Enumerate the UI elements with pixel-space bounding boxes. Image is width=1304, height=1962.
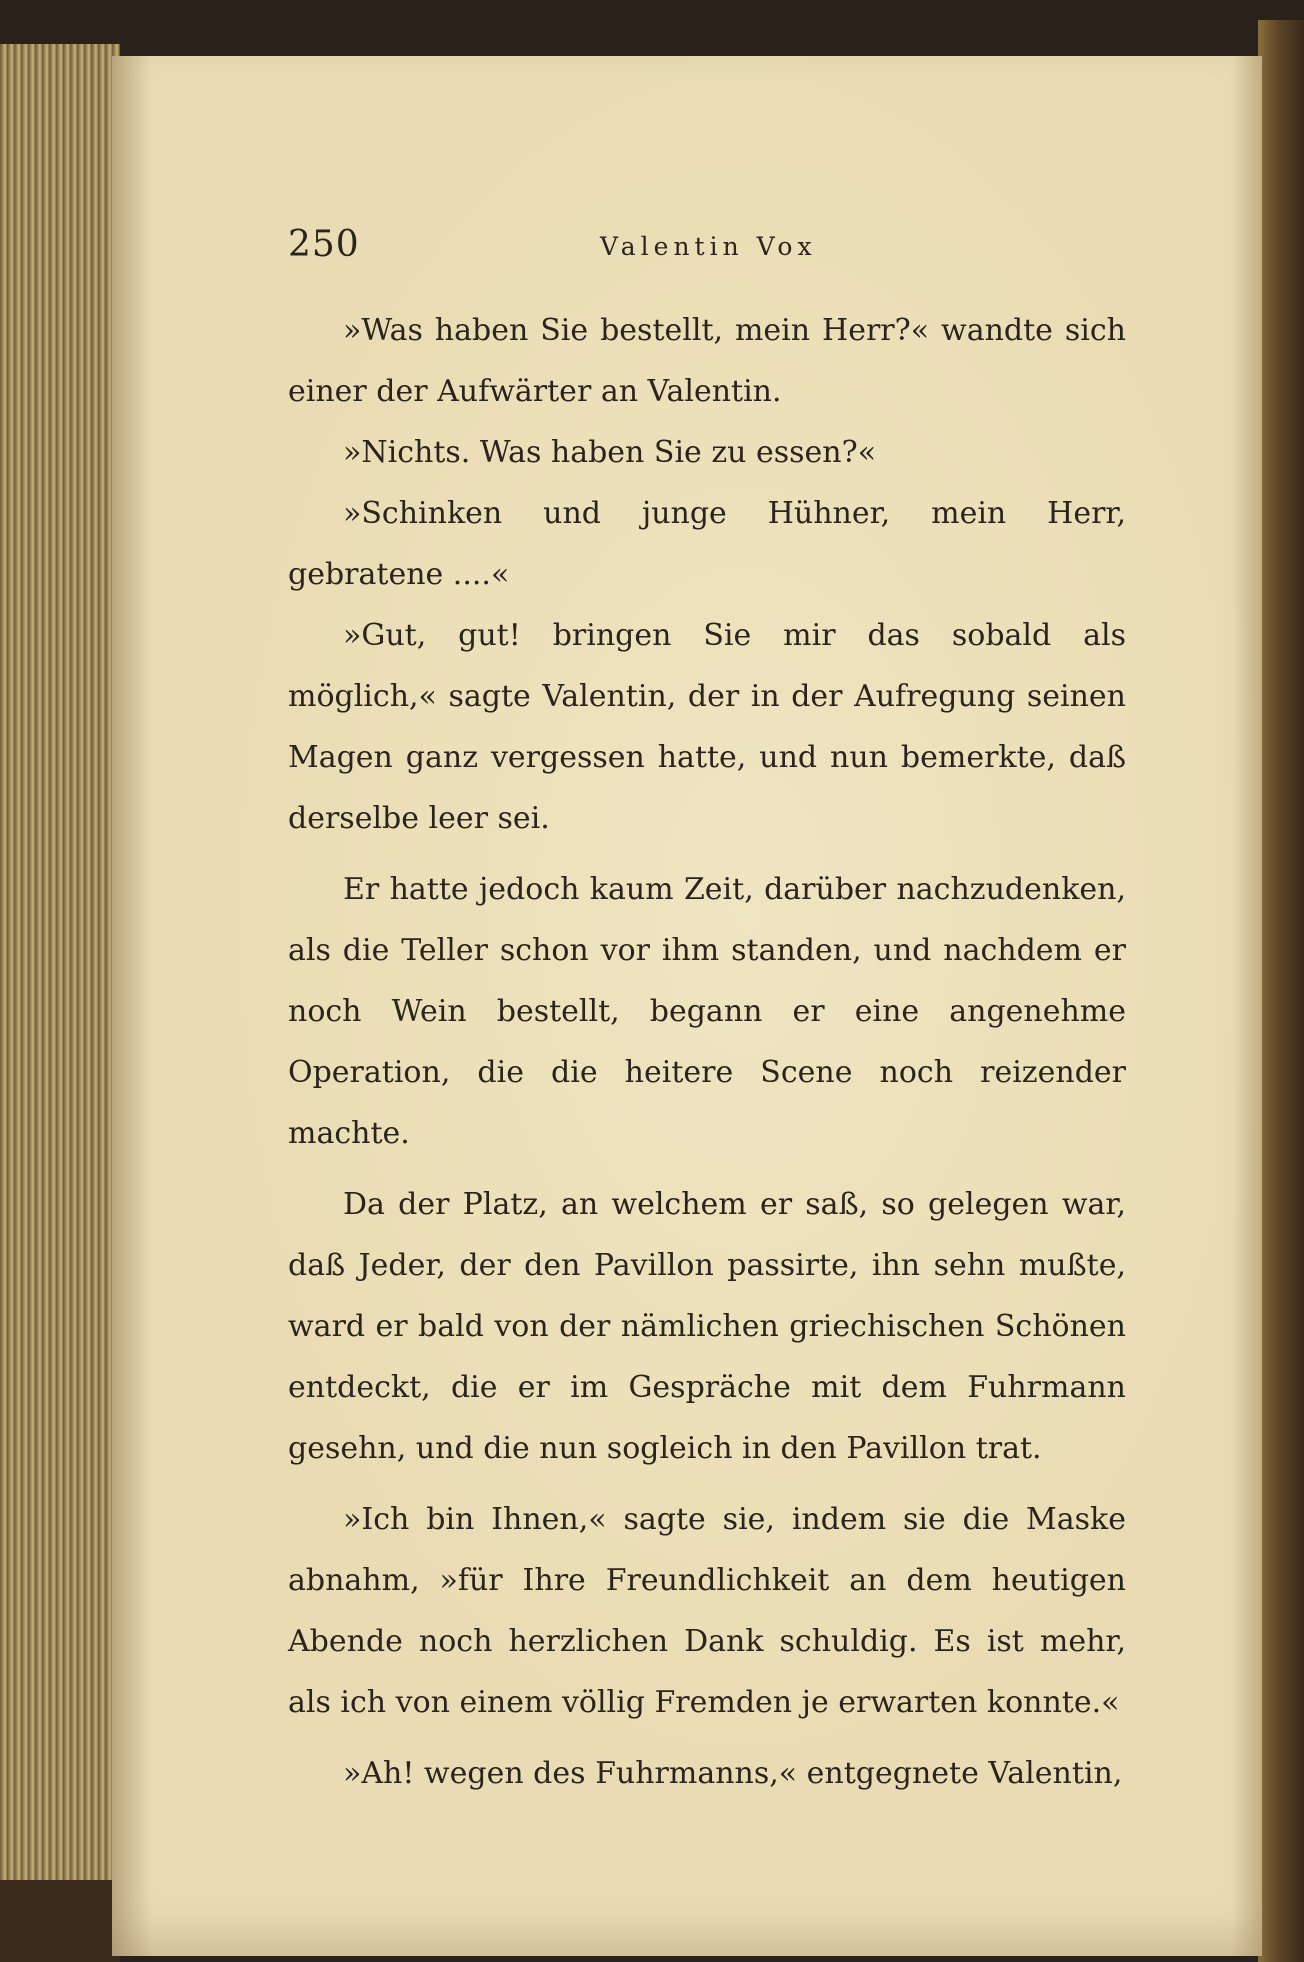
paragraph: »Ich bin Ihnen,« sagte sie, indem sie die Maske abnahm, »für Ihre Freundlichkeit an dem heutigen Abende noch herzlichen Dank schuldig. Es ist mehr, als ich von einem völlig Fremden je erwarten konnte.« xyxy=(288,1502,1126,1720)
binding-corner xyxy=(0,1880,120,1962)
page-header xyxy=(288,220,848,280)
running-head: Valentin Vox xyxy=(600,232,817,261)
paragraph: Er hatte jedoch kaum Zeit, darüber nachzudenken, als die Teller schon vor ihm standen, und nachdem er noch Wein bestellt, begann er eine angenehme Operation, die die heitere Scene noch reizender machte. xyxy=(288,872,1126,1151)
book-cover-edge xyxy=(1258,20,1304,1962)
page-edges xyxy=(0,44,120,1924)
page-number: 250 xyxy=(288,224,360,265)
paragraph: Da der Platz, an welchem er saß, so gelegen war, daß Jeder, der den Pavillon passirte, ihn sehn mußte, ward er bald von der nämlichen griechischen Schönen entdeckt, die er im Gespräche mit dem Fuhrmann gesehn, und die nun sogleich in den Pavillon trat. xyxy=(288,1187,1126,1466)
paragraph: »Nichts. Was haben Sie zu essen?« xyxy=(343,435,877,470)
paragraph: »Schinken und junge Hühner, mein Herr, gebratene ....« xyxy=(288,496,1126,592)
paragraph: »Gut, gut! bringen Sie mir das sobald als möglich,« sagte Valentin, der in der Aufregung seinen Magen ganz vergessen hatte, und nun bemerkte, daß derselbe leer sei. xyxy=(288,618,1126,836)
paragraph: »Ah! wegen des Fuhrmanns,« entgegnete Valentin, xyxy=(343,1756,1123,1791)
paragraph: »Was haben Sie bestellt, mein Herr?« wandte sich einer der Aufwärter an Valentin. xyxy=(288,313,1126,409)
body-text xyxy=(288,300,1126,1804)
